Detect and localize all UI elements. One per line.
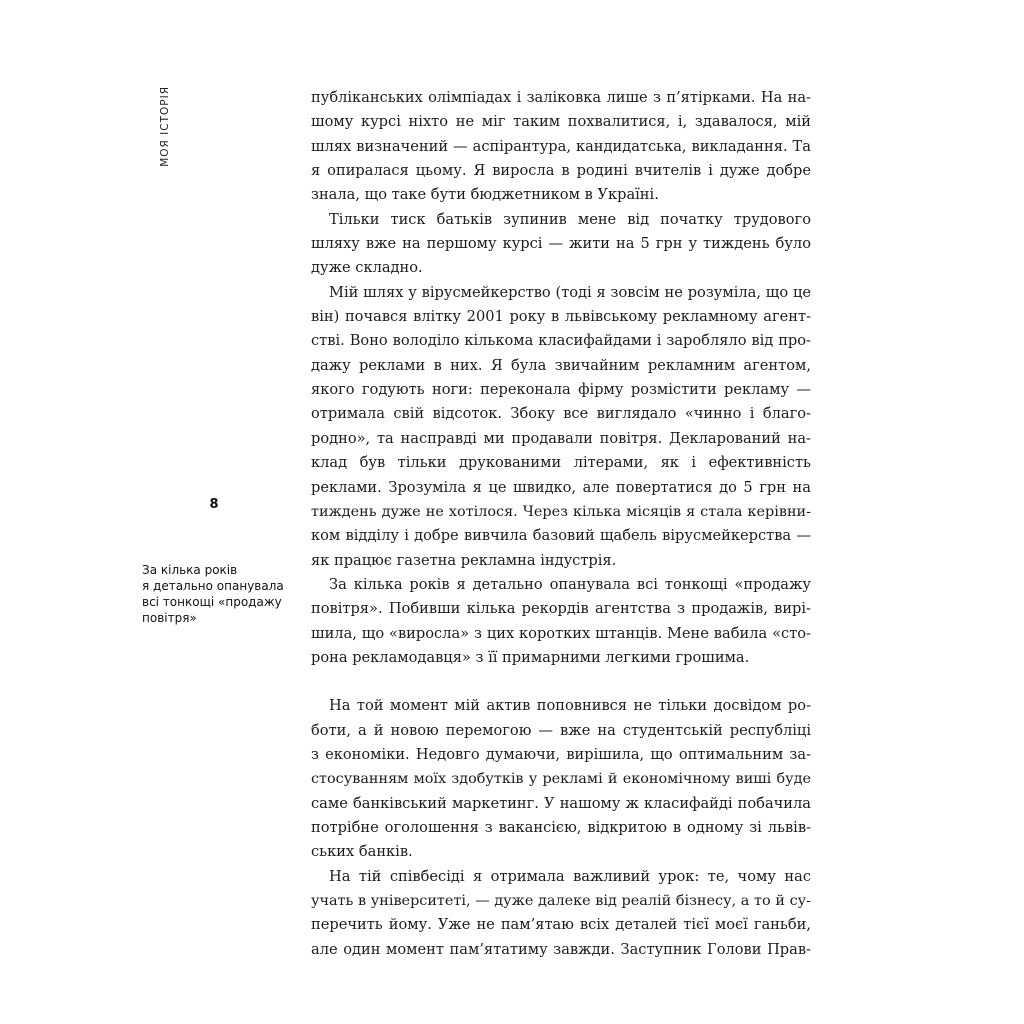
margin-note-line: За кілька років — [142, 563, 238, 577]
paragraph — [311, 86, 811, 208]
running-head — [157, 86, 173, 176]
text-line: клад був тільки друкованими літерами, як і ефективність — [311, 454, 811, 472]
margin-note-line: всі тонкощі «продажу — [142, 595, 282, 609]
text-line: дажу реклами в них. Я була звичайним рекламним агентом, — [311, 356, 811, 374]
text-line: За кілька років я детально опанувала всі тонкощі «продажу — [329, 575, 811, 593]
text-line: отримала свій відсоток. Збоку все виглядало «чинно і благо- — [311, 405, 811, 423]
margin-note-line: я детально опанувала — [142, 579, 284, 593]
text-line: родно», та насправді ми продавали повітря. Декларований на- — [311, 429, 811, 447]
text-line: знала, що таке бути бюджетником в Україні. — [311, 186, 659, 204]
text-line: тиждень дуже не хотілося. Через кілька місяців я стала керівни- — [311, 503, 811, 520]
text-line: шила, що «виросла» з цих коротких штанців. Мене вабила «сто- — [311, 624, 811, 642]
paragraph — [311, 865, 811, 962]
paragraph — [311, 573, 811, 670]
text-line: ком відділу і добре вивчила базовий щабель вірусмейкерства — — [311, 527, 811, 545]
text-line: повітря». Побивши кілька рекордів агентства з продажів, вирі- — [311, 600, 811, 618]
paragraph — [311, 694, 811, 864]
text-line: На той момент мій актив поповнився не тільки досвідом ро- — [329, 697, 811, 715]
paragraph — [311, 208, 811, 281]
text-line: рона рекламодавця» з її примарними легкими грошима. — [311, 648, 750, 666]
margin-note — [142, 562, 292, 626]
text-line: з економіки. Недовго думаючи, вирішила, що оптимальним за- — [311, 745, 811, 763]
text-line: шому курсі ніхто не міг таким похвалитися, і, здавалося, мій — [311, 113, 811, 131]
text-line: як працює газетна рекламна індустрія. — [311, 551, 617, 569]
text-line: публіканських олімпіадах і заліковка лише з п’ятірками. На на- — [311, 89, 811, 106]
text-line: саме банківський маркетинг. У нашому ж класифайді побачила — [311, 794, 811, 812]
text-line: Мій шлях у вірусмейкерство (тоді я зовсім не розуміла, що це — [329, 283, 811, 301]
text-line: учать в університеті, — дуже далеке від реалій бізнесу, а то й су- — [311, 893, 811, 909]
body-text — [311, 86, 811, 962]
text-line: На тій співбесіді я отримала важливий урок: те, чому нас — [329, 867, 811, 885]
text-line: якого годують ноги: переконала фірму розмістити рекламу — — [311, 381, 811, 399]
text-line: реклами. Зрозуміла я це швидко, але повертатися до 5 грн на — [311, 478, 811, 496]
text-line: стосуванням моїх здобутків у рекламі й економічному виші буде — [311, 771, 811, 788]
text-line: ських банків. — [311, 843, 413, 861]
section-break — [311, 670, 811, 694]
text-line: стві. Воно володіло кількома класифайдами і заробляло від про- — [311, 332, 811, 350]
text-line: але один момент пам’ятатиму завжди. Заступник Голови Прав- — [311, 940, 811, 958]
text-line: дуже складно. — [311, 259, 423, 277]
page-number: 8 — [209, 497, 219, 512]
text-line: потрібне оголошення з вакансією, відкритою в одному зі львів- — [311, 818, 811, 836]
text-line: шлях визначений — аспірантура, кандидатська, викладання. Та — [311, 137, 811, 155]
running-head-text: МОЯ ІСТОРІЯ — [159, 86, 171, 167]
text-line: шляху вже на першому курсі — жити на 5 грн у тиждень було — [311, 235, 811, 253]
text-line: перечить йому. Уже не пам’ятаю всіх деталей тієї моєї ганьби, — [311, 916, 811, 934]
margin-note-line: повітря» — [142, 611, 197, 625]
text-line: він) почався влітку 2001 року в львівському рекламному агент- — [311, 308, 811, 326]
text-line: я опиралася цьому. Я виросла в родині вчителів і дуже добре — [311, 162, 811, 180]
paragraph — [311, 281, 811, 573]
text-line: Тільки тиск батьків зупинив мене від початку трудового — [329, 210, 811, 228]
text-line: боти, а й новою перемогою — вже на студентській республіці — [311, 721, 811, 739]
